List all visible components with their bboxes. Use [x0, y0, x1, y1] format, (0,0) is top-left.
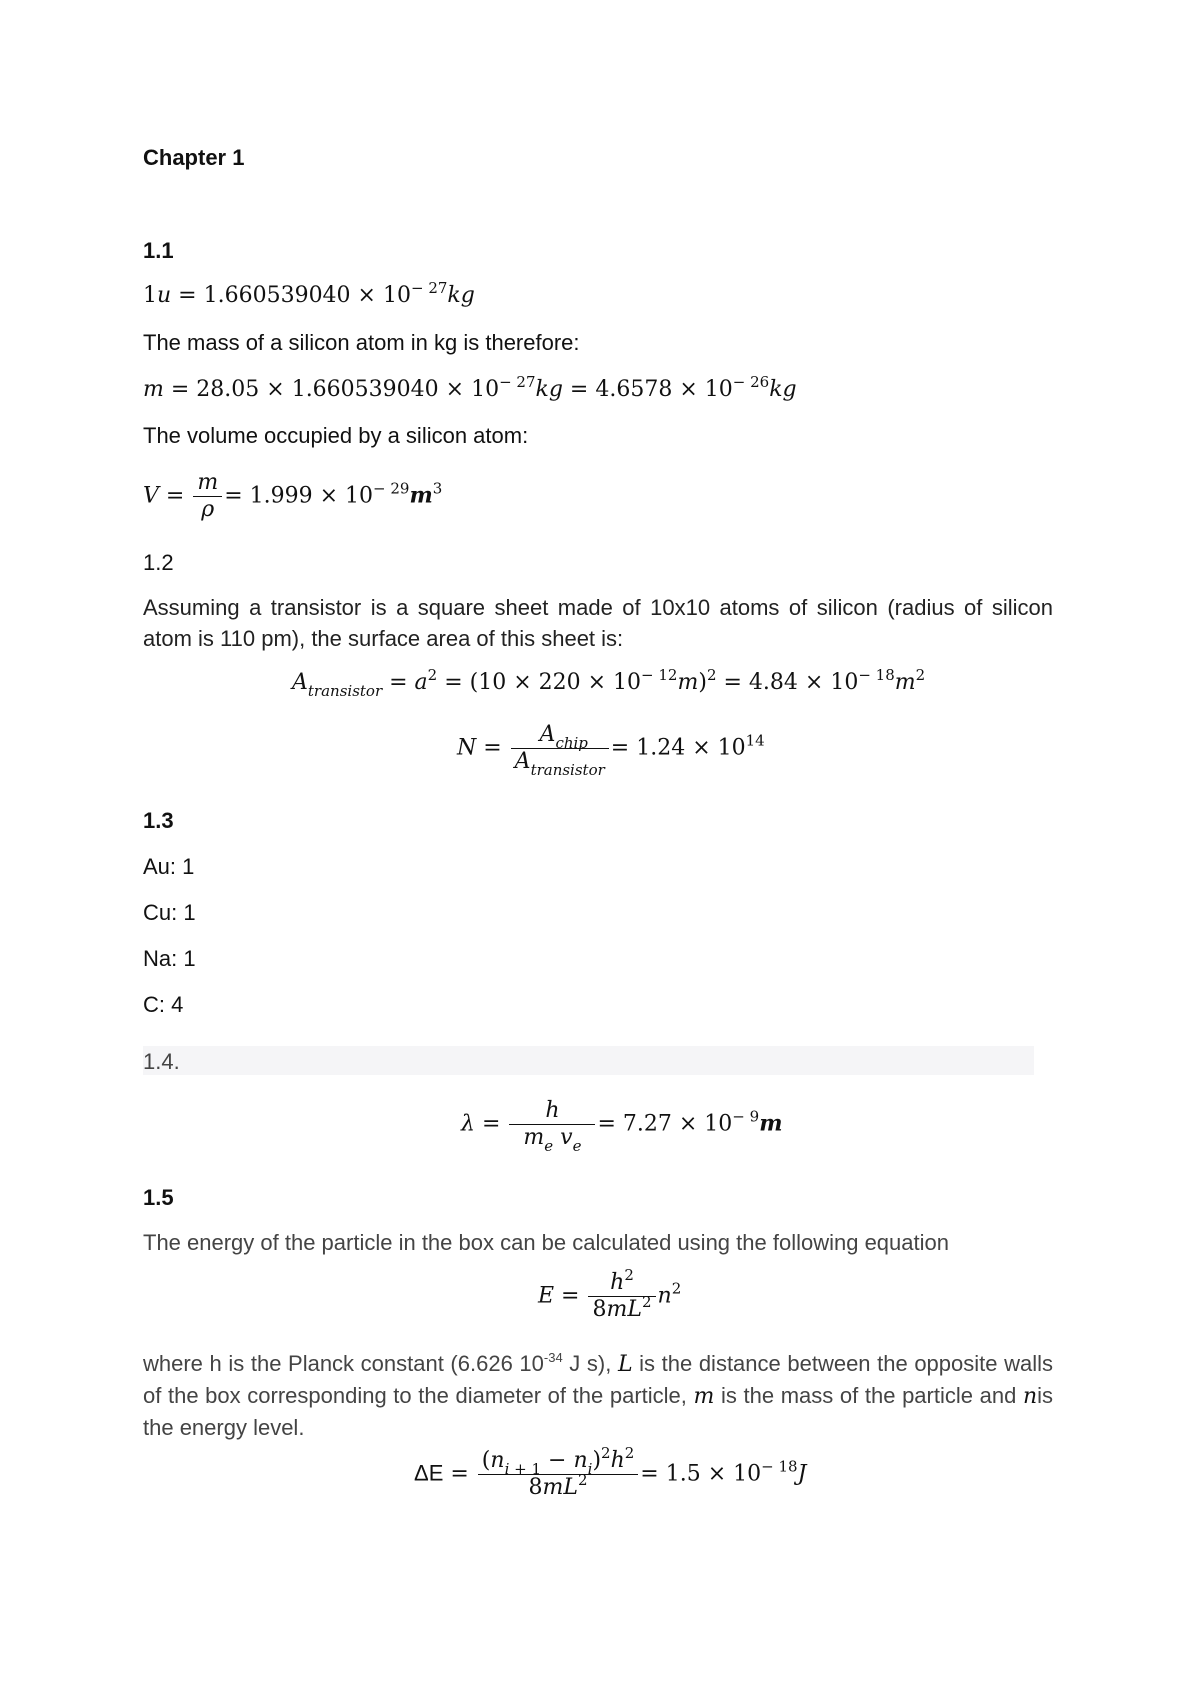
- section-heading-1-5: 1.5: [143, 1185, 174, 1210]
- equation-atomic-mass-unit: $1u = 1.660539040 \times 10^{- 27}kg$: [143, 279, 475, 308]
- equation-silicon-mass: $m = 28.05 \times 1.660539040 \times 10^{- 27}kg = 4.6578 \times 10^{- 26}kg$: [143, 373, 797, 402]
- list-item: C: 4: [143, 992, 184, 1017]
- chapter-title: Chapter 1: [143, 145, 245, 170]
- section-heading-1-2: 1.2: [143, 550, 174, 575]
- paragraph-transistor-assumption: Assuming a transistor is a square sheet made of 10x10 atoms of silicon (radius of silicon atom is 110 pm), the surface area of this sheet is:: [143, 595, 1053, 651]
- list-item: Na: 1: [143, 946, 196, 971]
- equation-energy-difference: ΔE = $\frac{(n_{i + 1} - n_i)^2h^2}{8mL^2}$ = $1.5 \times 10^{- 18}J$: [414, 1444, 807, 1500]
- section-heading-1-1: 1.1: [143, 238, 174, 263]
- equation-silicon-volume: V = $\frac{m}{\rho}$ = $1.999 \times 10^{- 29}m^3$: [143, 470, 443, 522]
- list-item: Cu: 1: [143, 900, 196, 925]
- paragraph-silicon-mass: The mass of a silicon atom in kg is therefore:: [143, 330, 580, 355]
- paragraph-silicon-volume: The volume occupied by a silicon atom:: [143, 423, 529, 448]
- section-heading-1-3: 1.3: [143, 808, 174, 833]
- section-heading-highlight: [143, 1046, 1034, 1075]
- list-item: Au: 1: [143, 854, 195, 879]
- paragraph-planck-constant: where h is the Planck constant (6.626 $10^{-34}$ J s), L is the distance between the opposite walls of the box corresponding to the diameter of the particle, m is the mass of the particle and nis the energy level.: [143, 1350, 1053, 1440]
- section-heading-1-4: 1.4.: [143, 1049, 180, 1074]
- equation-transistor-count: N = $\frac{A_{chip}}{A_{transistor}}$ = $1.24 \times 10^{14}$: [457, 722, 765, 779]
- equation-de-broglie-wavelength: λ = $\frac{h}{m_e v_e}$ = $7.27 \times 10^{- 9}m$: [461, 1098, 783, 1155]
- equation-transistor-area: $A_{transistor} = a^2 = (10 \times 220 \times 10^{- 12}m)^2 = 4.84 \times 10^{- 18}m^2$: [292, 666, 926, 700]
- paragraph-particle-energy: The energy of the particle in the box can be calculated using the following equation: [143, 1230, 949, 1255]
- equation-particle-in-box-energy: E = $\frac{h^2}{8mL^2}$ $n^2$: [538, 1266, 682, 1322]
